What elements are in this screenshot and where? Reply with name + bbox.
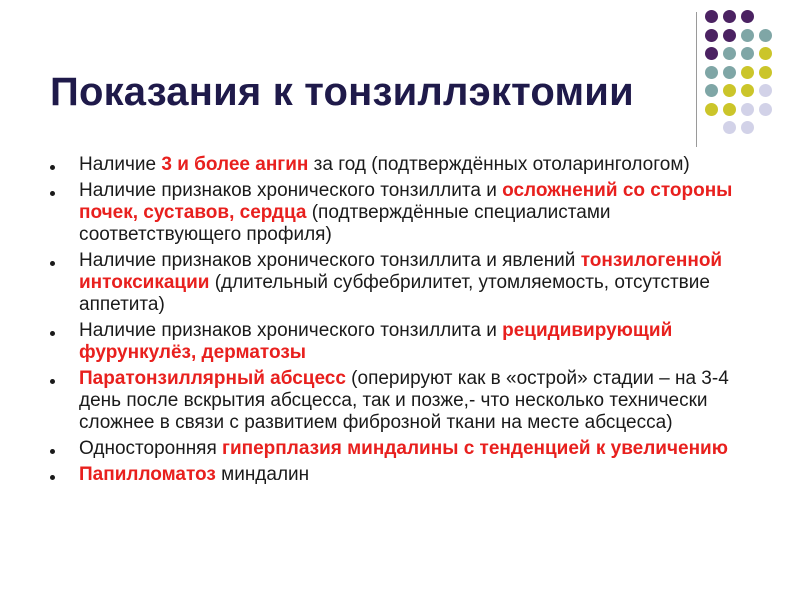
decorative-dot-grid xyxy=(705,10,790,140)
decor-dot xyxy=(777,103,790,116)
slide-title: Показания к тонзиллэктомии xyxy=(50,70,634,114)
decor-dot xyxy=(741,47,754,60)
decor-dot xyxy=(759,10,772,23)
decor-dot xyxy=(777,121,790,134)
bullet-dot-icon xyxy=(50,165,55,170)
bullet-dot-icon xyxy=(50,379,55,384)
decor-dot xyxy=(759,47,772,60)
highlighted-text: тонзилогенной интоксикации xyxy=(79,250,723,293)
highlighted-text: осложнений со стороны почек, суставов, сердца xyxy=(79,180,733,223)
indication-item xyxy=(50,438,750,460)
decor-dot xyxy=(705,103,718,116)
highlighted-text: рецидивирующий фурункулёз, дерматозы xyxy=(79,320,673,363)
bullet-dot-icon xyxy=(50,191,55,196)
highlighted-text: гиперплазия миндалины с тенденцией к увеличению xyxy=(222,438,728,459)
decor-dot xyxy=(759,66,772,79)
decor-dot xyxy=(723,84,736,97)
highlighted-text: Паратонзиллярный абсцесс xyxy=(79,368,346,389)
decor-dot xyxy=(741,29,754,42)
indication-item xyxy=(50,250,750,316)
indication-item xyxy=(50,154,750,176)
decor-dot xyxy=(705,10,718,23)
body-text: (подтверждённые специалистами соответствующего профиля) xyxy=(79,202,611,245)
decor-dot xyxy=(777,10,790,23)
bullet-dot-icon xyxy=(50,261,55,266)
body-text: (длительный субфебрилитет, утомляемость, отсутствие аппетита) xyxy=(79,272,710,315)
decor-dot xyxy=(777,47,790,60)
indication-item xyxy=(50,464,750,486)
decor-dot xyxy=(759,84,772,97)
body-text: Односторонняя xyxy=(79,438,223,459)
decor-dot xyxy=(777,66,790,79)
decor-dot xyxy=(759,103,772,116)
decor-dot xyxy=(705,29,718,42)
decor-dot xyxy=(705,121,718,134)
decor-dot xyxy=(705,47,718,60)
indications-list xyxy=(50,154,750,490)
title-divider-line xyxy=(696,12,697,147)
decor-dot xyxy=(759,29,772,42)
body-text: Наличие признаков хронического тонзиллита и xyxy=(79,180,503,201)
decor-dot xyxy=(741,66,754,79)
decor-dot xyxy=(705,84,718,97)
decor-dot xyxy=(723,121,736,134)
indication-item xyxy=(50,368,750,434)
body-text: за год (подтверждённых отоларингологом) xyxy=(308,154,690,175)
decor-dot xyxy=(741,103,754,116)
decor-dot xyxy=(777,29,790,42)
decor-dot xyxy=(741,84,754,97)
decor-dot xyxy=(723,29,736,42)
decor-dot xyxy=(777,84,790,97)
decor-dot xyxy=(723,10,736,23)
bullet-dot-icon xyxy=(50,449,55,454)
decor-dot xyxy=(723,47,736,60)
decor-dot xyxy=(759,121,772,134)
body-text: миндалин xyxy=(215,464,310,485)
decor-dot xyxy=(723,66,736,79)
bullet-dot-icon xyxy=(50,475,55,480)
decor-dot xyxy=(741,10,754,23)
indication-item xyxy=(50,180,750,246)
indication-item xyxy=(50,320,750,364)
bullet-dot-icon xyxy=(50,331,55,336)
body-text: Наличие признаков хронического тонзиллита и xyxy=(79,320,503,341)
highlighted-text: 3 и более ангин xyxy=(161,154,309,175)
body-text: Наличие xyxy=(79,154,162,175)
body-text: (оперируют как в «острой» стадии – на 3-4 день после вскрытия абсцесса, так и позже,- что несколько технически сложнее в связи с развитием фиброзной ткани на месте абсцесса) xyxy=(79,368,729,433)
decor-dot xyxy=(705,66,718,79)
highlighted-text: Папилломатоз xyxy=(79,464,216,485)
body-text: Наличие признаков хронического тонзиллита и явлений xyxy=(79,250,581,271)
decor-dot xyxy=(741,121,754,134)
decor-dot xyxy=(723,103,736,116)
